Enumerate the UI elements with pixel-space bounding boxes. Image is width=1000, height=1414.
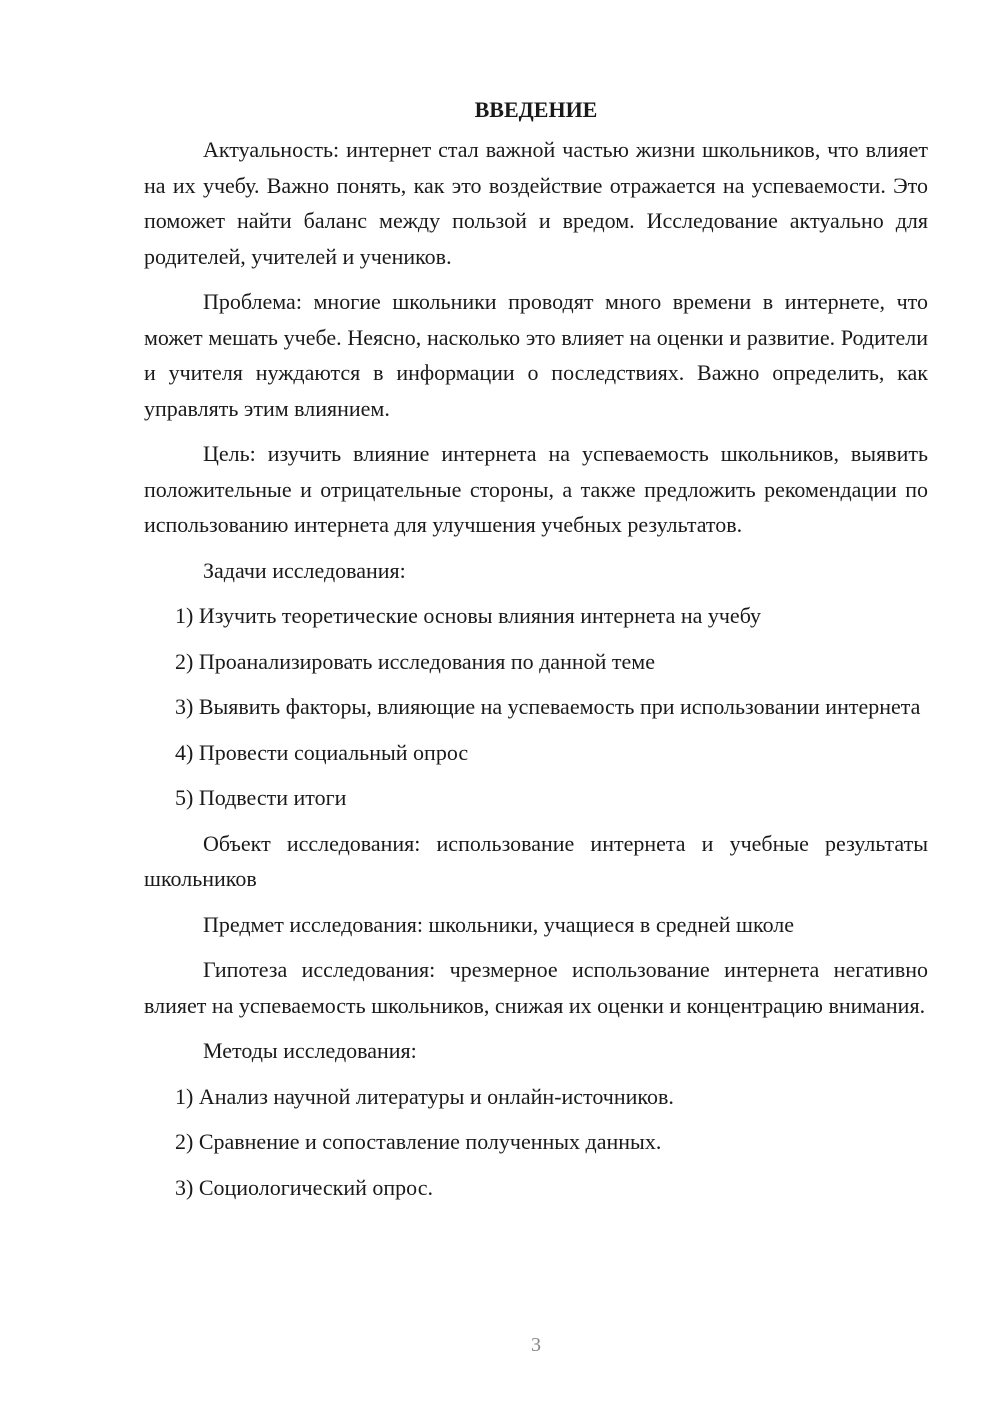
task-item: 1) Изучить теоретические основы влияния интернета на учебу <box>175 603 762 628</box>
document-page <box>144 88 928 1215</box>
method-item: 2) Сравнение и сопоставление полученных данных. <box>175 1129 662 1154</box>
page-number: 3 <box>531 1334 541 1356</box>
methods-label: Методы исследования: <box>203 1038 417 1063</box>
goal-paragraph: Цель: изучить влияние интернета на успеваемость школьников, выявить положительные и отрицательные стороны, а также предложить рекомендации по использованию интернета для улучшения учебных результатов. <box>144 441 928 537</box>
object-paragraph: Объект исследования: использование интернета и учебные результаты школьников <box>144 830 928 891</box>
problem-paragraph: Проблема: многие школьники проводят много времени в интернете, что может мешать учебе. Неясно, насколько это влияет на оценки и развитие. Родители и учителя нуждаются в информации о последствиях. Важно определить, как управлять этим влиянием. <box>144 289 928 421</box>
hypothesis-paragraph: Гипотеза исследования: чрезмерное использование интернета негативно влияет на успеваемость школьников, снижая их оценки и концентрацию внимания. <box>144 957 928 1018</box>
section-title: ВВЕДЕНИЕ <box>474 97 598 122</box>
tasks-label: Задачи исследования: <box>203 557 406 583</box>
task-item: 3) Выявить факторы, влияющие на успеваемость при использовании интернета <box>175 694 921 719</box>
task-item: 2) Проанализировать исследования по данной теме <box>175 648 655 674</box>
method-item: 1) Анализ научной литературы и онлайн-источников. <box>175 1083 674 1109</box>
method-item: 3) Социологический опрос. <box>175 1174 433 1200</box>
task-item: 5) Подвести итоги <box>175 785 347 810</box>
subject-paragraph: Предмет исследования: школьники, учащиеся в средней школе <box>203 911 795 937</box>
task-item: 4) Провести социальный опрос <box>175 739 469 765</box>
relevance-paragraph: Актуальность: интернет стал важной частью жизни школьников, что влияет на их учебу. Важно понять, как это воздействие отражается на успеваемости. Это поможет найти баланс между пользой и вредом. Исследование актуально для родителей, учителей и учеников. <box>144 137 928 269</box>
